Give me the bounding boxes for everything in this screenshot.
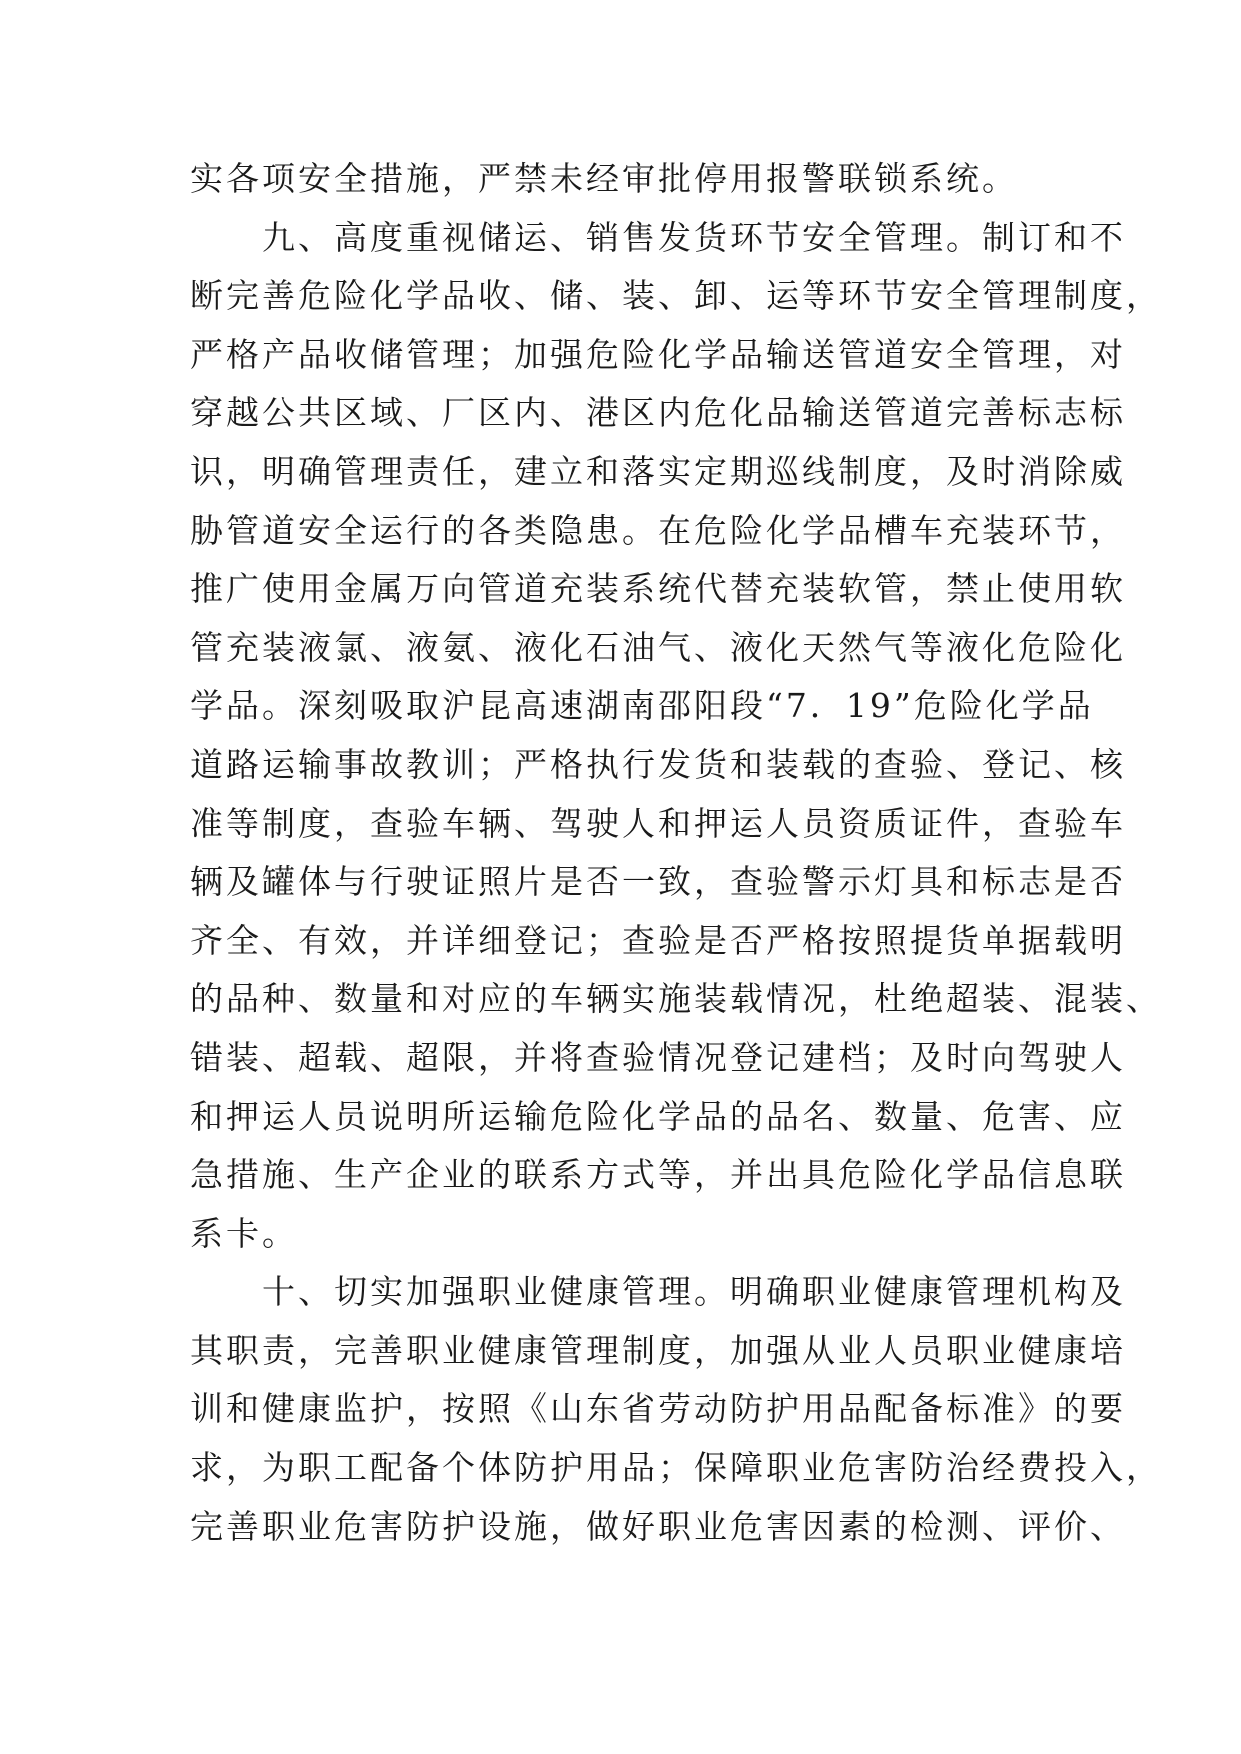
- text-line: 系卡。: [190, 1213, 298, 1253]
- text-line: 十、切实加强职业健康管理。明确职业健康管理机构及: [190, 1272, 1126, 1312]
- text-line: 错装、超载、超限，并将查验情况登记建档；及时向驾驶人: [190, 1037, 1126, 1077]
- text-line: 管充装液氯、液氨、液化石油气、液化天然气等液化危险化: [190, 627, 1126, 667]
- text-line: 道路运输事故教训；严格执行发货和装载的查验、登记、核: [190, 744, 1126, 784]
- text-line: 完善职业危害防护设施，做好职业危害因素的检测、评价、: [190, 1506, 1126, 1546]
- text-line: 和押运人员说明所运输危险化学品的品名、数量、危害、应: [190, 1096, 1126, 1136]
- text-line: 求，为职工配备个体防护用品；保障职业危害防治经费投入，: [190, 1448, 1162, 1488]
- text-line: 胁管道安全运行的各类隐患。在危险化学品槽车充装环节，: [190, 510, 1126, 550]
- text-line: 齐全、有效，并详细登记；查验是否严格按照提货单据载明: [190, 920, 1126, 960]
- text-line: 辆及罐体与行驶证照片是否一致，查验警示灯具和标志是否: [190, 862, 1126, 902]
- text-line: 学品。深刻吸取沪昆高速湖南邵阳段“7．19”危险化学品: [190, 686, 1094, 726]
- text-line: 的品种、数量和对应的车辆实施装载情况，杜绝超装、混装、: [190, 979, 1162, 1019]
- text-line: 其职责，完善职业健康管理制度，加强从业人员职业健康培: [190, 1330, 1126, 1370]
- body-text: [190, 150, 1162, 1556]
- text-line: 九、高度重视储运、销售发货环节安全管理。制订和不: [190, 217, 1126, 257]
- text-line: 准等制度，查验车辆、驾驶人和押运人员资质证件，查验车: [190, 803, 1126, 843]
- text-line: 推广使用金属万向管道充装系统代替充装软管，禁止使用软: [190, 569, 1126, 609]
- text-line: 断完善危险化学品收、储、装、卸、运等环节安全管理制度，: [190, 276, 1162, 316]
- text-line: 实各项安全措施，严禁未经审批停用报警联锁系统。: [190, 159, 1018, 198]
- text-line: 穿越公共区域、厂区内、港区内危化品输送管道完善标志标: [190, 393, 1126, 433]
- text-line: 急措施、生产企业的联系方式等，并出具危险化学品信息联: [190, 1155, 1126, 1195]
- text-line: 训和健康监护，按照《山东省劳动防护用品配备标准》的要: [190, 1389, 1126, 1429]
- text-line: 识，明确管理责任，建立和落实定期巡线制度，及时消除威: [190, 451, 1126, 491]
- text-line: 严格产品收储管理；加强危险化学品输送管道安全管理，对: [190, 334, 1126, 374]
